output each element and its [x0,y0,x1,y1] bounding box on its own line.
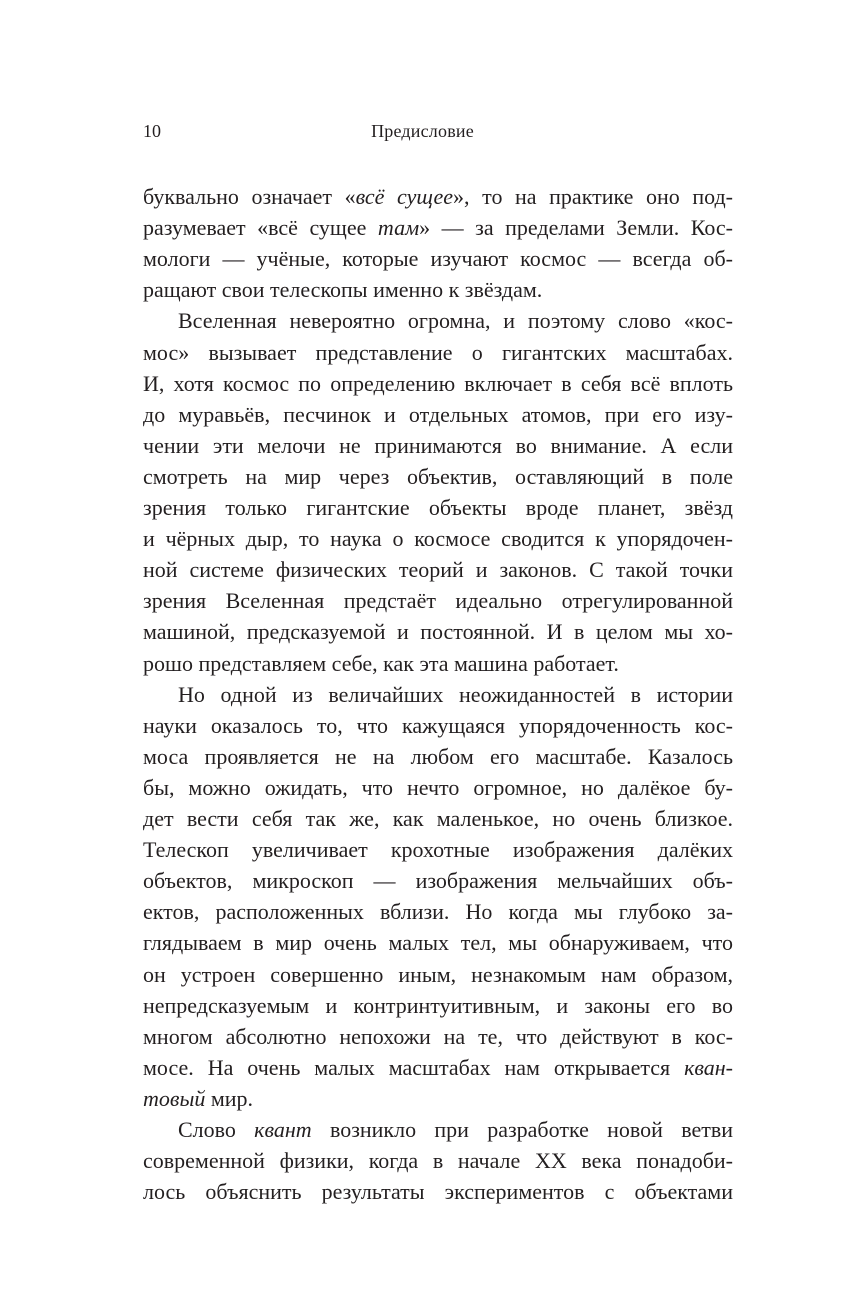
text-line [143,1084,733,1114]
text-segment: Слово [178,1117,255,1142]
text-line [143,991,733,1021]
italic-text: там [377,215,420,241]
text-segment: многом абсолютно непохожи на те, что действуют в кос- [143,1023,733,1049]
text-line [143,804,733,834]
text-line [143,400,733,430]
text-segment: Телескоп увеличивает крохотные изображения далёких [143,837,733,863]
text-segment: дет вести себя так же, как маленькое, но очень близкое. [143,806,733,831]
text-segment: », то на практике оно под- [453,184,733,209]
text-segment: мосе. На очень малых масштабах нам открывается [143,1054,685,1080]
text-line [178,1115,733,1145]
text-line [143,960,733,990]
text-segment: мологи — учёные, которые изучают космос — всегда об- [143,246,733,272]
italic-text: всё сущее [355,184,454,209]
text-line [143,866,733,896]
text-segment: он устроен совершенно иным, незнакомым нам образом, [143,961,733,987]
text-line [143,275,733,305]
text-line [143,369,733,399]
text-segment: ращают свои телескопы именно к звёздам. [143,277,543,303]
italic-text: кван- [684,1054,733,1080]
text-segment: объектов, микроскоп — изображения мельчайших объ- [143,868,733,894]
text-line [143,1146,733,1176]
text-segment: И, хотя космос по определению включает в себя всё вплоть [143,370,733,396]
text-line [143,1177,733,1207]
text-segment: мир. [205,1085,254,1111]
text-line [143,182,733,212]
page-number: 10 [143,121,161,141]
text-segment: Вселенная невероятно огромна, и поэтому слово «кос- [178,308,733,334]
text-line [143,649,733,679]
text-line [178,306,733,336]
text-segment: непредсказуемым и контринтуитивным, и законы его во [143,992,733,1018]
text-line [143,555,733,585]
text-line [143,711,733,741]
text-segment: лось объяснить результаты экспериментов с объектами [143,1179,733,1205]
running-head: Предисловие [371,121,474,141]
text-segment: современной физики, когда в начале XX века понадоби- [143,1148,733,1174]
text-segment: Но одной из величайших неожиданностей в истории [178,681,733,707]
text-segment: и чёрных дыр, то наука о космосе сводится к упорядочен- [143,526,733,552]
text-line [143,213,733,243]
text-segment: науки оказалось то, что кажущаяся упорядоченность кос- [143,712,733,738]
italic-text: квант [254,1117,312,1142]
text-segment: бы, можно ожидать, что нечто огромное, но далёкое бу- [143,774,733,800]
text-line [143,742,733,772]
text-segment: чении эти мелочи не принимаются во внимание. А если [143,432,733,458]
text-line [143,338,733,368]
text-segment: до муравьёв, песчинок и отдельных атомов, при его изу- [143,401,733,427]
text-segment: машиной, предсказуемой и постоянной. И в целом мы хо- [143,619,733,645]
text-line [143,431,733,461]
text-line [143,524,733,554]
text-line [143,493,733,523]
text-segment: ектов, расположенных вблизи. Но когда мы глубоко за- [143,899,733,925]
text-line [143,586,733,616]
text-segment: разумевает «всё сущее [143,215,378,241]
text-line [143,897,733,927]
text-line [178,680,733,710]
text-segment: возникло при разработке новой ветви [311,1117,733,1142]
text-segment: мос» вызывает представление о гигантских масштабах. [143,339,733,365]
text-segment: зрения Вселенная предстаёт идеально отрегулированной [143,588,733,614]
text-segment: буквально означает « [143,184,356,209]
text-segment: смотреть на мир через объектив, оставляющий в поле [143,463,733,489]
text-line [143,617,733,647]
text-segment: зрения только гигантские объекты вроде планет, звёзд [143,495,733,520]
italic-text: товый [143,1085,206,1111]
text-line [143,244,733,274]
text-line [143,1053,733,1083]
text-segment: рошо представляем себе, как эта машина работает. [143,650,619,676]
text-segment: » — за пределами Земли. Кос- [419,215,733,241]
text-segment: ной системе физических теорий и законов. С такой точки [143,557,733,583]
text-line [143,1022,733,1052]
text-line [143,462,733,492]
text-segment: глядываем в мир очень малых тел, мы обнаруживаем, что [143,930,733,956]
text-line [143,835,733,865]
text-line [143,773,733,803]
text-segment: моса проявляется не на любом его масштабе. Казалось [143,743,733,769]
text-line [143,928,733,958]
